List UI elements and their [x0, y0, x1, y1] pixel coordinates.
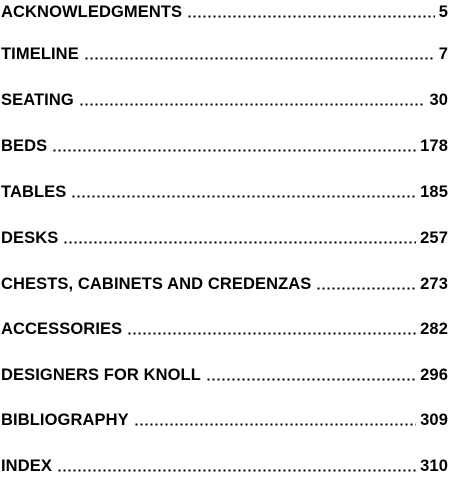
toc-entry-page-number: 7	[438, 45, 448, 63]
toc-entry-label: INDEX	[1, 457, 52, 475]
toc-entry-label: ACCESSORIES	[1, 320, 123, 338]
toc-entry-designers-for-knoll[interactable]	[1, 364, 448, 386]
toc-entry-chests-cabinets-credenzas[interactable]	[1, 273, 448, 295]
toc-entry-label: DESIGNERS FOR KNOLL	[1, 366, 201, 384]
toc-entry-label: DESKS	[1, 229, 59, 247]
toc-entry-label: BEDS	[1, 137, 48, 155]
toc-entry-bibliography[interactable]	[1, 409, 448, 431]
dot-leader	[206, 378, 416, 381]
dot-leader	[57, 469, 416, 472]
toc-entry-label: SEATING	[1, 91, 74, 109]
toc-entry-page-number: 30	[429, 91, 448, 109]
toc-entry-beds[interactable]	[1, 135, 448, 157]
toc-entry-accessories[interactable]	[1, 318, 448, 340]
dot-leader	[127, 332, 416, 335]
toc-entry-page-number: 310	[420, 457, 448, 475]
dot-leader	[84, 57, 435, 60]
toc-entry-desks[interactable]	[1, 227, 448, 249]
toc-entry-timeline[interactable]	[1, 43, 448, 65]
toc-entry-page-number: 282	[420, 320, 448, 338]
toc-entry-page-number: 178	[420, 137, 448, 155]
toc-entry-label: TABLES	[1, 183, 67, 201]
dot-leader	[71, 195, 416, 198]
toc-entry-acknowledgments[interactable]	[1, 1, 448, 23]
dot-leader	[79, 103, 426, 106]
toc-entry-tables[interactable]	[1, 181, 448, 203]
toc-entry-page-number: 5	[438, 3, 448, 21]
toc-entry-page-number: 257	[420, 229, 448, 247]
toc-entry-label: TIMELINE	[1, 45, 79, 63]
toc-entry-label: BIBLIOGRAPHY	[1, 411, 129, 429]
toc-entry-page-number: 273	[420, 275, 448, 293]
toc-entry-page-number: 296	[420, 366, 448, 384]
dot-leader	[316, 287, 416, 290]
dot-leader	[52, 149, 416, 152]
toc-entry-page-number: 309	[420, 411, 448, 429]
dot-leader	[134, 423, 416, 426]
dot-leader	[63, 241, 416, 244]
toc-entry-seating[interactable]	[1, 89, 448, 111]
dot-leader	[187, 15, 435, 18]
toc-entry-label: ACKNOWLEDGMENTS	[1, 3, 183, 21]
toc-entry-label: CHESTS, CABINETS AND CREDENZAS	[1, 275, 312, 293]
toc-entry-page-number: 185	[420, 183, 448, 201]
